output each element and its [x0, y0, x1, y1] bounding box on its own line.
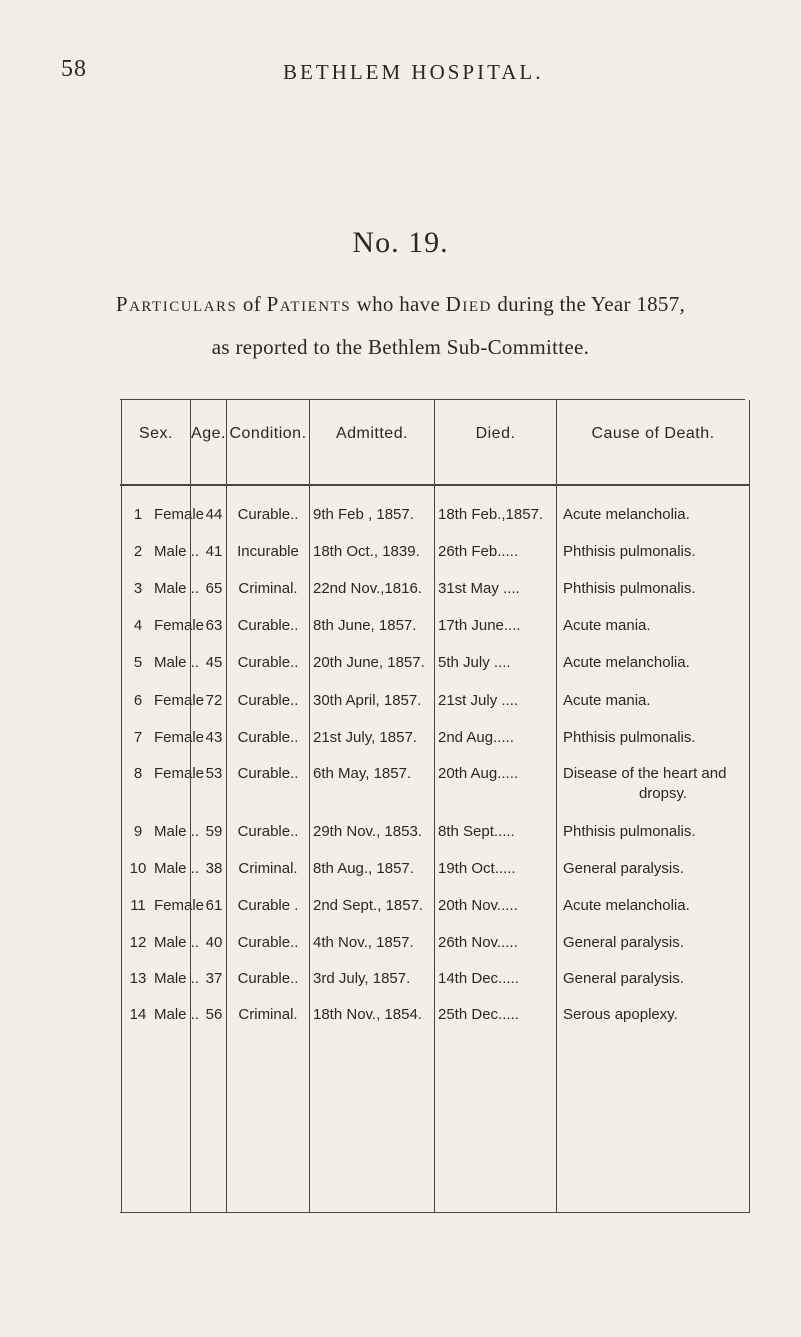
table-row [0, 897, 801, 925]
row-number: 2 [133, 543, 143, 560]
header-bottom-rule [120, 484, 750, 486]
row-admitted: 9th Feb , 1857. [313, 506, 414, 523]
title-who: who have [351, 292, 446, 316]
row-cause: Phthisis pulmonalis. [563, 729, 696, 746]
row-sex: Female [154, 617, 205, 634]
row-age: 56 [205, 1006, 223, 1023]
row-admitted: 20th June, 1857. [313, 654, 425, 671]
row-condition: Curable.. [237, 654, 299, 671]
row-cause: General paralysis. [563, 934, 684, 951]
row-sex: Female [154, 765, 205, 782]
row-number: 14 [129, 1006, 147, 1023]
title-of: of [237, 292, 267, 316]
row-age: 65 [205, 580, 223, 597]
row-admitted: 8th Aug., 1857. [313, 860, 414, 877]
row-number: 3 [133, 580, 143, 597]
row-admitted: 3rd July, 1857. [313, 970, 411, 987]
row-sex: Male .. [154, 860, 200, 877]
row-cause: Phthisis pulmonalis. [563, 580, 696, 597]
table-row [0, 860, 801, 888]
row-age: 43 [205, 729, 223, 746]
row-condition: Curable.. [237, 823, 299, 840]
row-condition: Curable.. [237, 970, 299, 987]
row-sex: Male .. [154, 654, 200, 671]
header-admitted: Admitted. [335, 425, 409, 442]
row-died: 18th Feb.,1857. [438, 506, 544, 523]
row-number: 9 [133, 823, 143, 840]
row-died: 17th June.... [438, 617, 521, 634]
row-sex: Female [154, 692, 205, 709]
row-age: 44 [205, 506, 223, 523]
row-number: 11 [130, 897, 146, 914]
row-cause: Acute melancholia. [563, 654, 690, 671]
row-died: 20th Nov..... [438, 897, 518, 914]
row-cause: Acute mania. [563, 617, 651, 634]
row-sex: Female [154, 729, 205, 746]
row-died: 26th Feb..... [438, 543, 519, 560]
row-age: 40 [205, 934, 223, 951]
row-condition: Criminal. [238, 580, 298, 597]
row-admitted: 30th April, 1857. [313, 692, 422, 709]
row-admitted: 21st July, 1857. [313, 729, 417, 746]
row-admitted: 6th May, 1857. [313, 765, 412, 782]
row-age: 53 [205, 765, 223, 782]
row-died: 31st May .... [438, 580, 520, 597]
table-row [0, 729, 801, 757]
table-row [0, 506, 801, 534]
table-row [0, 934, 801, 962]
title-line-2: as reported to the Bethlem Sub-Committee. [211, 335, 590, 359]
row-admitted: 18th Oct., 1839. [313, 543, 420, 560]
row-sex: Female [154, 897, 205, 914]
row-died: 14th Dec..... [438, 970, 519, 987]
row-cause: Acute melancholia. [563, 506, 690, 523]
header-died: Died. [475, 425, 516, 442]
row-age: 72 [205, 692, 223, 709]
row-cause: General paralysis. [563, 970, 684, 987]
row-number: 4 [133, 617, 143, 634]
row-condition: Curable.. [237, 765, 299, 782]
row-died: 2nd Aug..... [438, 729, 514, 746]
title-patients: Patients [266, 292, 352, 316]
row-sex: Female [154, 506, 205, 523]
row-cause: Acute mania. [563, 692, 651, 709]
row-number: 6 [133, 692, 143, 709]
row-admitted: 8th June, 1857. [313, 617, 417, 634]
row-number: 8 [133, 765, 143, 782]
row-number: 12 [129, 934, 147, 951]
row-condition: Criminal. [238, 1006, 298, 1023]
document-number: No. 19. [352, 226, 449, 259]
row-age: 45 [205, 654, 223, 671]
row-sex: Male .. [154, 1006, 200, 1023]
row-died: 8th Sept..... [438, 823, 515, 840]
title-rest: during the Year 1857, [491, 292, 686, 316]
table-row [0, 617, 801, 645]
page-number: 58 [61, 56, 87, 82]
table-bottom-rule [120, 1212, 750, 1213]
row-age: 59 [205, 823, 223, 840]
row-died: 25th Dec..... [438, 1006, 519, 1023]
row-cause: Disease of the heart and [563, 765, 727, 782]
row-condition: Curable.. [237, 617, 299, 634]
row-died: 19th Oct..... [438, 860, 516, 877]
header-condition: Condition. [229, 425, 307, 442]
row-condition: Criminal. [238, 860, 298, 877]
table-row [0, 1006, 801, 1034]
header-sex: Sex. [138, 425, 173, 442]
row-age: 37 [205, 970, 223, 987]
title-particulars: Particulars [115, 292, 238, 316]
row-admitted: 18th Nov., 1854. [313, 1006, 422, 1023]
row-died: 5th July .... [438, 654, 511, 671]
row-admitted: 29th Nov., 1853. [313, 823, 422, 840]
row-condition: Incurable [237, 543, 299, 560]
row-cause-continuation: dropsy. [638, 785, 688, 802]
row-number: 13 [129, 970, 147, 987]
row-number: 5 [133, 654, 143, 671]
row-sex: Male .. [154, 543, 200, 560]
row-cause: Serous apoplexy. [563, 1006, 678, 1023]
row-condition: Curable.. [237, 506, 299, 523]
row-sex: Male .. [154, 823, 200, 840]
running-head: BETHLEM HOSPITAL. [283, 60, 544, 84]
header-cause: Cause of Death. [591, 425, 715, 442]
row-sex: Male .. [154, 580, 200, 597]
row-cause: General paralysis. [563, 860, 684, 877]
row-number: 10 [129, 860, 147, 877]
row-admitted: 2nd Sept., 1857. [313, 897, 424, 914]
row-age: 38 [205, 860, 223, 877]
row-age: 41 [205, 543, 223, 560]
row-admitted: 22nd Nov.,1816. [313, 580, 422, 597]
header-age: Age. [191, 425, 226, 442]
table-row [0, 654, 801, 682]
row-number: 1 [133, 506, 143, 523]
table-top-rule [120, 399, 745, 400]
row-number: 7 [133, 729, 143, 746]
row-age: 61 [205, 897, 223, 914]
row-cause: Acute melancholia. [563, 897, 690, 914]
row-age: 63 [205, 617, 223, 634]
table-row [0, 543, 801, 571]
row-admitted: 4th Nov., 1857. [313, 934, 414, 951]
row-cause: Phthisis pulmonalis. [563, 823, 696, 840]
row-sex: Male .. [154, 934, 200, 951]
table-row [0, 970, 801, 998]
row-sex: Male .. [154, 970, 200, 987]
row-condition: Curable.. [237, 692, 299, 709]
row-condition: Curable.. [237, 934, 299, 951]
title-died: Died [445, 292, 492, 316]
row-condition: Curable . [237, 897, 299, 914]
row-cause: Phthisis pulmonalis. [563, 543, 696, 560]
table-row [0, 580, 801, 608]
row-died: 20th Aug..... [438, 765, 519, 782]
table-row [0, 692, 801, 720]
table-row [0, 823, 801, 851]
row-condition: Curable.. [237, 729, 299, 746]
row-died: 26th Nov..... [438, 934, 518, 951]
row-died: 21st July .... [438, 692, 519, 709]
